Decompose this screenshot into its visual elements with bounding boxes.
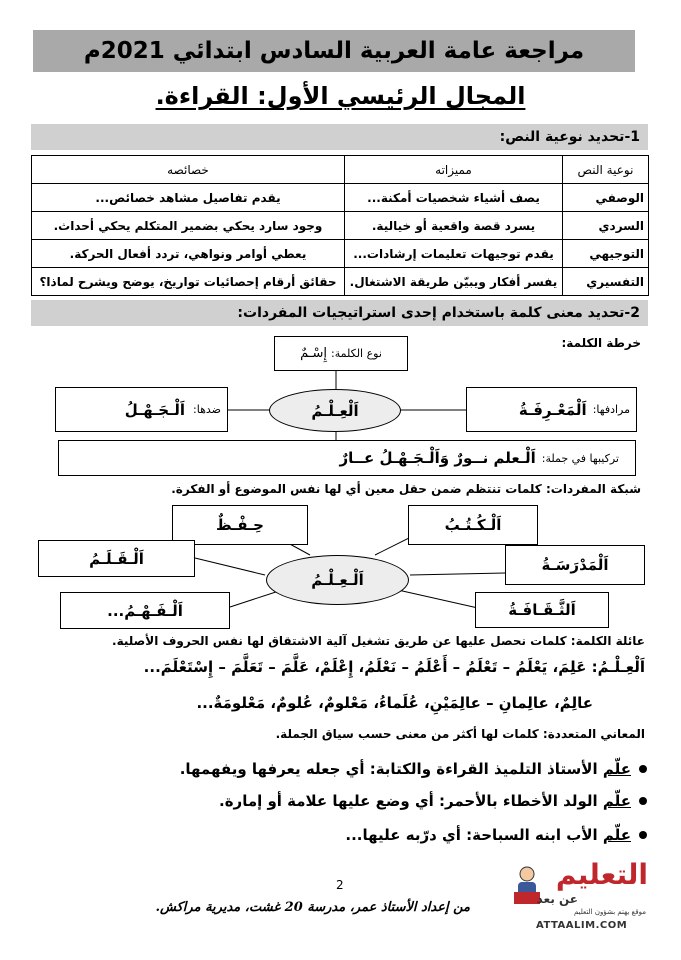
table-row xyxy=(32,212,649,240)
bullet-dot xyxy=(639,765,647,773)
meaning-bullet xyxy=(219,792,647,810)
table-cell: السردي xyxy=(563,212,649,240)
meaning-word: علّم xyxy=(602,826,631,844)
synonym-box xyxy=(466,387,637,432)
meaning-bullet xyxy=(180,760,647,778)
family-line1 xyxy=(144,658,645,676)
sentence-box xyxy=(58,440,636,476)
network-word: اَلْـكُـتُـبُ xyxy=(444,516,502,534)
table-cell: التوجيهي xyxy=(563,240,649,268)
page-title: مراجعة عامة العربية السادس ابتدائي 2021م xyxy=(83,38,585,64)
word-type-value: إِسْـمٌ xyxy=(300,346,328,361)
center-word: اَلْعِـلْـمُ xyxy=(311,401,359,420)
author-credit: من إعداد الأستاذ عمر، مدرسة 20 غشت، مديرية مراكش. xyxy=(155,900,470,915)
table-cell: يصف أشياء شخصيات أمكنة... xyxy=(345,184,563,212)
logo-sub-text: عن بعد xyxy=(536,892,578,906)
family-line2: عالِمٌ، عالِمانِ – عالِمَيْنِ، عُلَماءُ، مَعْلومٌ، عُلومٌ، مَعْلومَةٌ... xyxy=(196,694,593,712)
network-word: اَلْـفَـهْـمُ... xyxy=(107,601,183,620)
network-word-box xyxy=(38,540,195,577)
table-cell: يعطي أوامر ونواهي، تردد أفعال الحركة. xyxy=(32,240,345,268)
network-word: اَلْمَدْرَسَـةُ xyxy=(541,556,609,574)
bullet-dot xyxy=(639,831,647,839)
network-center-word: اَلْـعِـلْـمُ xyxy=(311,571,364,589)
meaning-text: الأستاذ التلميذ القراءة والكتابة: أي جعله يعرفها ويفهمها. xyxy=(179,760,603,778)
meaning-text: الأب ابنه السباحة: أي درّبه عليها... xyxy=(345,826,603,844)
table-header: مميزاته xyxy=(345,156,563,184)
table-header: خصائصه xyxy=(32,156,345,184)
table-cell: حقائق أرقام إحصائيات تواريخ، يوضح ويشرح لماذا؟ xyxy=(32,268,345,296)
section1-heading-bar xyxy=(31,124,648,150)
antonym-label: ضدها: xyxy=(193,403,221,416)
logo-tagline: موقع يهتم بشؤون التعليم xyxy=(573,908,646,916)
section2-heading: 2-تحديد معنى كلمة باستخدام إحدى استراتيجيات المفردات: xyxy=(237,305,640,321)
network-word-box xyxy=(475,592,609,628)
text-type-table xyxy=(31,155,649,296)
network-word-box xyxy=(60,592,230,629)
word-type-box xyxy=(274,336,408,371)
table-cell: وجود سارد يحكي بضمير المتكلم يحكي أحداث. xyxy=(32,212,345,240)
table-row xyxy=(32,268,649,296)
synonym-value: اَلْمَعْـرِفَـةُ xyxy=(518,400,587,419)
page-number: 2 xyxy=(336,878,344,892)
family-head: اَلْعِـلْـمُ: xyxy=(591,658,645,676)
table-header-row xyxy=(32,156,649,184)
network-title: شبكة المفردات: كلمات تنتظم ضمن حقل معين أي لها نفس الموضوع أو الفكرة. xyxy=(171,482,641,496)
site-logo xyxy=(508,858,648,938)
word-type-label: نوع الكلمة: xyxy=(331,347,382,360)
bullet-dot xyxy=(639,797,647,805)
table-header: نوعية النص xyxy=(563,156,649,184)
meaning-word: علّم xyxy=(602,760,631,778)
antonym-box xyxy=(55,387,228,432)
network-word-box xyxy=(505,545,645,585)
table-row xyxy=(32,240,649,268)
meaning-bullet xyxy=(345,826,647,844)
family-title: عائلة الكلمة: كلمات نحصل عليها عن طريق تشغيل آلية الاشتقاق لها نفس الحروف الأصلية. xyxy=(112,634,645,648)
sentence-value: اَلْـعلم نــورٌ وَاَلْـجَـهْـلُ عــارٌ xyxy=(339,449,536,467)
title-bar xyxy=(33,30,635,72)
table-cell: يسرد قصة واقعية أو خيالية. xyxy=(345,212,563,240)
synonym-label: مرادفها: xyxy=(592,403,630,416)
table-cell: يقدم توجيهات تعليمات إرشادات... xyxy=(345,240,563,268)
table-cell: يقدم تفاصيل مشاهد خصائص... xyxy=(32,184,345,212)
page-subtitle: المجال الرئيسي الأول: القراءة. xyxy=(155,82,526,110)
center-word-ellipse xyxy=(269,389,401,432)
logo-main-text: التعليم xyxy=(555,858,648,891)
network-word: حِـفْـظٌ xyxy=(216,516,264,534)
meaning-word: علّم xyxy=(602,792,631,810)
table-cell: التفسيري xyxy=(563,268,649,296)
table-cell: الوصفي xyxy=(563,184,649,212)
multi-meaning-title: المعاني المتعددة: كلمات لها أكثر من معنى حسب سياق الجملة. xyxy=(275,727,645,741)
sentence-label: تركيبها في جملة: xyxy=(541,451,619,465)
table-cell: يفسر أفكار ويبيّن طريقة الاشتغال. xyxy=(345,268,563,296)
logo-url: ATTAALIM.COM xyxy=(536,920,628,931)
network-word-box xyxy=(408,505,538,545)
meaning-text: الولد الأخطاء بالأحمر: أي وضع عليها علامة أو إمارة. xyxy=(219,792,603,810)
word-map-label: خرطة الكلمة: xyxy=(561,336,641,350)
network-word-box xyxy=(172,505,308,545)
antonym-value: اَلْـجَـهْـلُ xyxy=(124,400,186,419)
section1-heading: 1-تحديد نوعية النص: xyxy=(499,129,640,145)
table-row xyxy=(32,184,649,212)
family-derivatives-1: عَلِمَ، يَعْلَمُ – تَعْلَمُ – أَعْلَمُ – نَعْلَمُ، إِعْلَمْ، عَلَّمَ – تَعَلَّمَ – إِسْتَعْلَمَ... xyxy=(143,658,587,676)
network-word: اَلْـقَـلَـمُ xyxy=(89,549,144,568)
network-word: اَلثَّـقَـافَـةُ xyxy=(508,601,576,619)
network-center-ellipse xyxy=(266,555,409,605)
section2-heading-bar xyxy=(31,300,648,326)
